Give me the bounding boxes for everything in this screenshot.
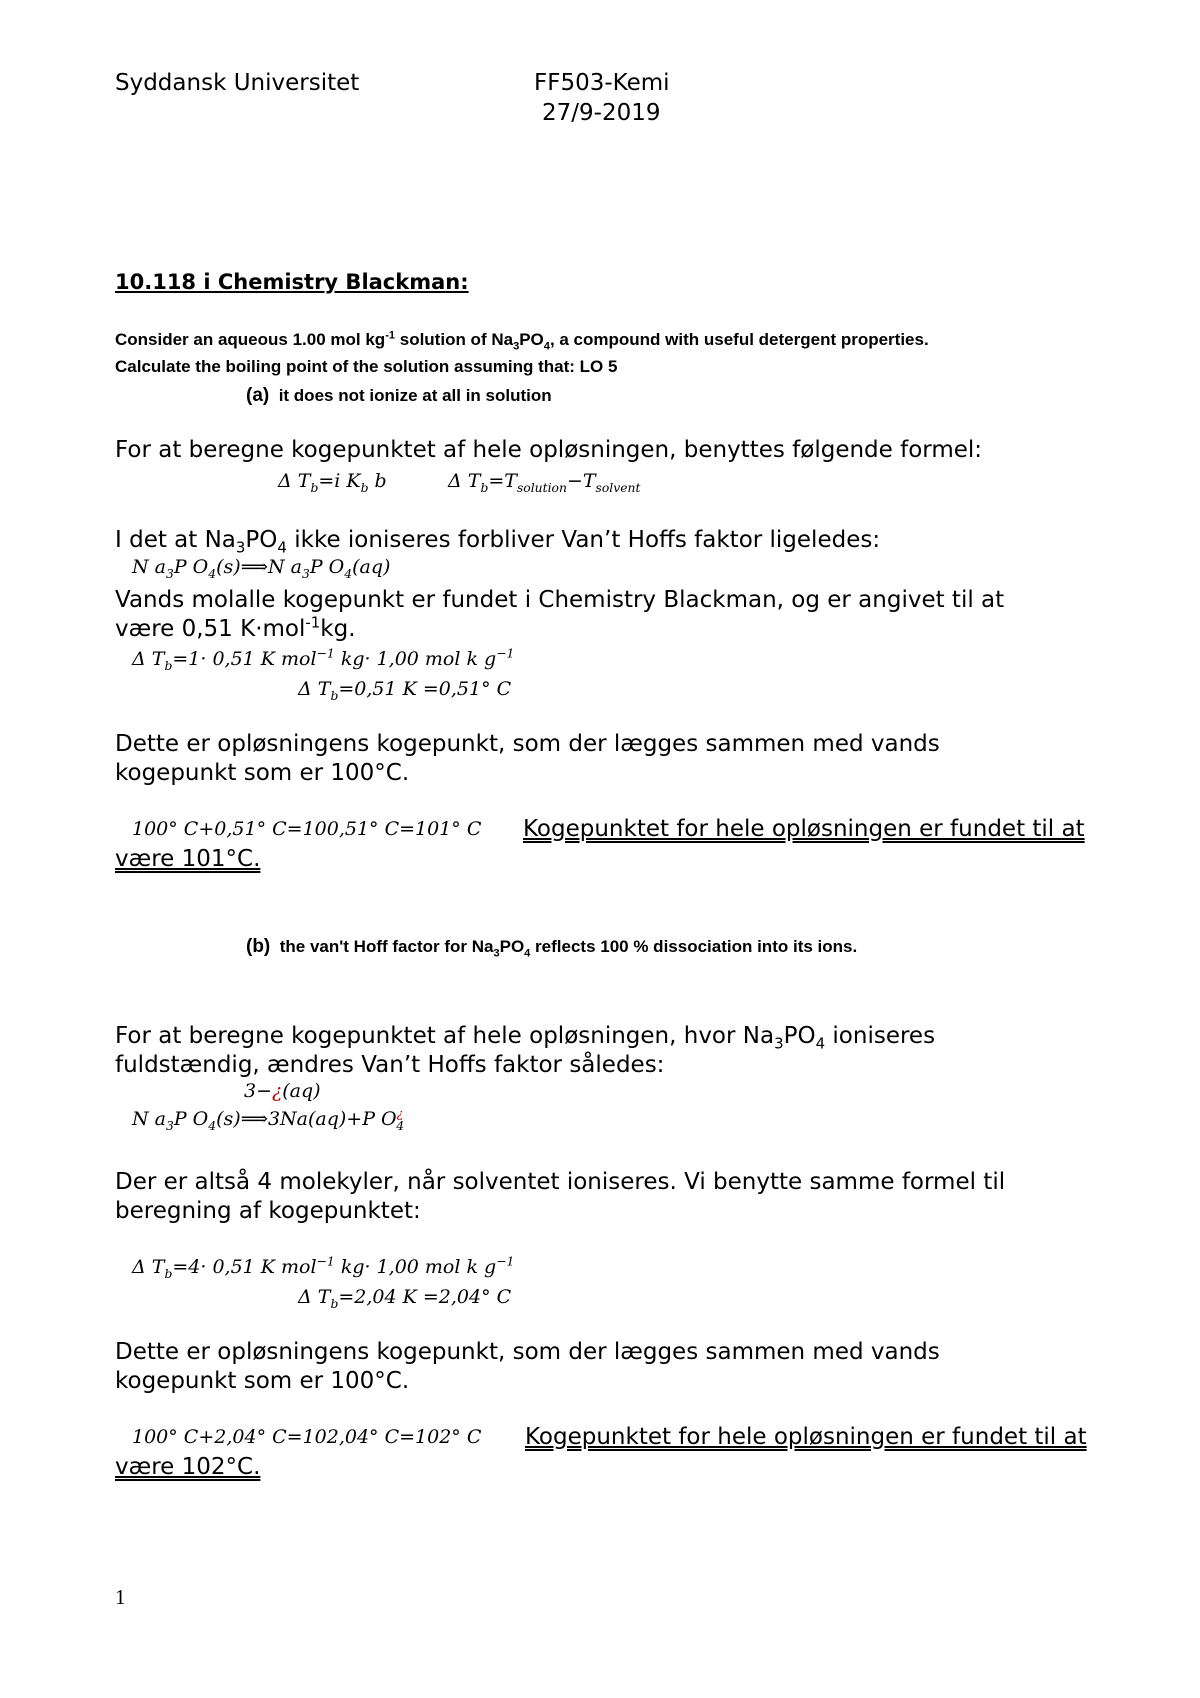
part-b-paragraph-3-line-2: kogepunkt som er 100°C. xyxy=(115,1368,410,1394)
header-date: 27/9-2019 xyxy=(542,100,661,126)
part-b-paragraph-2-line-2: beregning af kogepunktet: xyxy=(115,1198,421,1224)
task-line-1: Consider an aqueous 1.00 mol $kg^{-1}$ solution of $Na_3PO_4$, a compound with useful detergent properties. xyxy=(115,329,929,353)
formula-delta-tb-1: Δ $T_b=i$ $K_b$ b xyxy=(278,470,387,495)
part-b-paragraph-3-line-1: Dette er opløsningens kogepunkt, som der lægges sammen med vands xyxy=(115,1339,940,1365)
sum-b: 100° C+2,04° C=102,04° C=102° C xyxy=(132,1426,482,1448)
conclusion-b: Kogepunktet for hele opløsningen er fundet til at være 102°C. xyxy=(115,1424,1087,1480)
calculation-a-line-2: Δ $T_b=0,51$ K =0,51° C xyxy=(298,678,512,703)
part-a-paragraph-3-line-1: Vands molalle kogepunkt er fundet i Chemistry Blackman, og er angivet til at xyxy=(115,587,1005,613)
task-a: (a) it does not ionize at all in solution xyxy=(246,385,552,406)
calculation-b-line-2: Δ $T_b=2,04$ K =2,04° C xyxy=(298,1286,512,1311)
inverted-question-mark: ¿ xyxy=(272,1080,283,1102)
part-a-paragraph-3-line-2: være 0,51 K·mol$^{-1}$kg. xyxy=(115,613,356,642)
conclusion-a: Kogepunktet for hele opløsningen er fundet til at være 101°C. xyxy=(115,816,1085,872)
task-b: (b) the van't Hoff factor for $Na_3PO_4$ reflects 100 % dissociation into its ions. xyxy=(246,936,858,960)
exercise-title: 10.118 i Chemistry Blackman: xyxy=(115,270,469,294)
task-line-2: Calculate the boiling point of the solution assuming that: LO 5 xyxy=(115,357,618,376)
part-a-paragraph-4-line-1: Dette er opløsningens kogepunkt, som der lægges sammen med vands xyxy=(115,731,940,757)
equation-na3po4-no-ionization: N $a_3P$ $O_4(s)⟹N$ $a_3P$ $O_4(aq)$ xyxy=(132,556,391,581)
part-a-paragraph-1: For at beregne kogepunktet af hele opløsningen, benyttes følgende formel: xyxy=(115,437,983,463)
part-b-paragraph-1-line-1: For at beregne kogepunktet af hele opløsningen, hvor $Na_3PO_4$ ioniseres xyxy=(115,1023,936,1053)
part-b-paragraph-1-line-2: fuldstændig, ændres Van’t Hoffs faktor således: xyxy=(115,1052,665,1078)
equation-na3po4-dissociation: N $a_3P$ $O_4(s)⟹3Na(aq)+P$ $O^¿_4$ xyxy=(132,1106,405,1133)
formula-delta-tb-2: Δ $T_b=T_{solution}-T_{solvent}$ xyxy=(448,470,641,495)
header-university: Syddansk Universitet xyxy=(115,70,360,96)
page-number: 1 xyxy=(115,1585,126,1609)
calculation-b-line-1: Δ $T_b=4\cdot 0,51$ K mol$^{-1}$ kg· 1,00 mol k $g^{-1}$ xyxy=(132,1254,515,1281)
header-course: FF503-Kemi xyxy=(534,70,670,96)
sum-a: 100° C+0,51° C=100,51° C=101° C xyxy=(132,818,482,840)
part-a-paragraph-2: I det at $Na_3PO_4$ ikke ioniseres forbliver Van’t Hoffs faktor ligeledes: xyxy=(115,527,881,557)
part-a-paragraph-4-line-2: kogepunkt som er 100°C. xyxy=(115,760,410,786)
calculation-a-line-1: Δ $T_b=1\cdot 0,51$ K mol$^{-1}$ kg· 1,00 mol k $g^{-1}$ xyxy=(132,646,515,673)
part-b-paragraph-2-line-1: Der er altså 4 molekyler, når solventet ioniseres. Vi benytte samme formel til xyxy=(115,1169,1006,1195)
ion-charge-line: 3−¿(aq) xyxy=(244,1080,321,1102)
